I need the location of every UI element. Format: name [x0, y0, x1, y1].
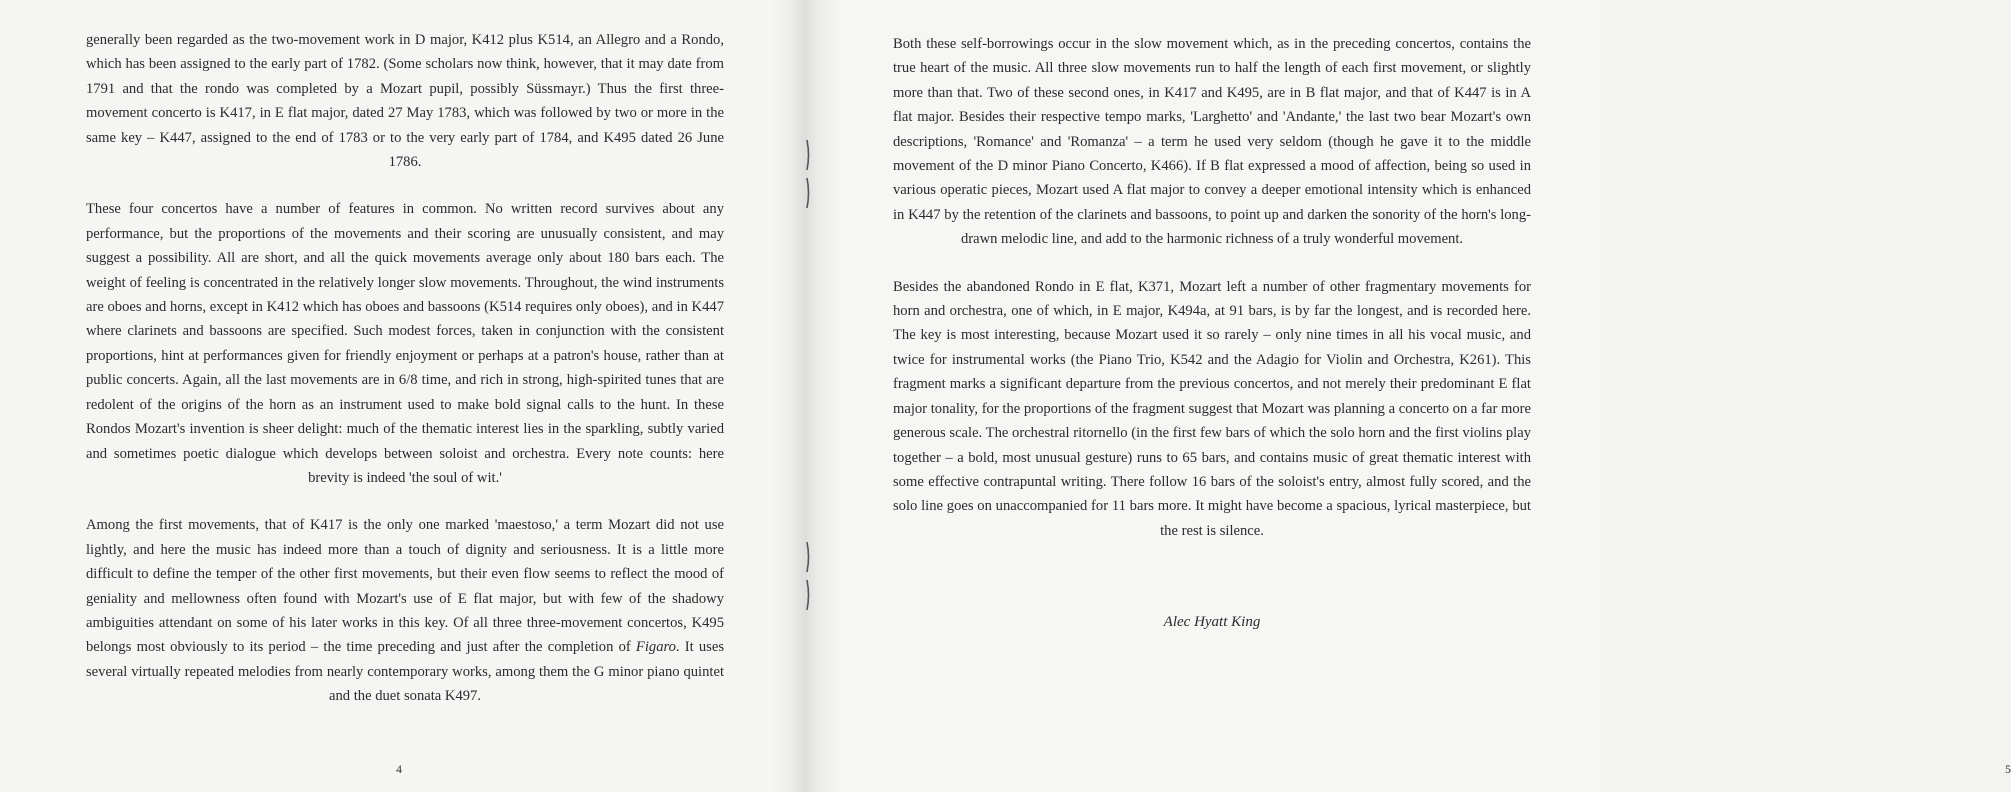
- right-paragraph-1: Both these self-borrowings occur in the slow movement which, as in the preceding concertos, contains the true heart of the music. All three slow movements run to half the length of each first movement, or slightly more than that. Two of these second ones, in K417 and K495, are in B flat major, and that of K447 is in A flat major. Besides their respective tempo marks, 'Larghetto' and 'Andante,' the last two bear Mozart's own descriptions, 'Romance' and 'Romanza' – a term he used very seldom (though he gave it to the middle movement of the D minor Piano Concerto, K466). If B flat expressed a mood of affection, being so used in various operatic pieces, Mozart used A flat major to convey a deeper emotional intensity which is enhanced in K447 by the retention of the clarinets and bassoons, to point up and darken the sonority of the horn's long-drawn melodic line, and add to the harmonic richness of a truly wonderful movement.: [893, 36, 1531, 248]
- binding-gutter: [770, 0, 840, 792]
- left-paragraph-3-part-1: Among the first movements, that of K417 is the only one marked 'maestoso,' a term Mozart did not use lightly, and here the music has indeed more than a touch of dignity and seriousness. It is a little more difficult to define the temper of the other first movements, but their even flow seems to reflect the mood of geniality and mellowness often found with Mozart's use of E flat major, but with few of the shadowy ambiguities attendant on some of his later works in this key. Of all three three-movement concertos, K495 belongs most obviously to its period – the time preceding and just after the completion of: [86, 517, 724, 656]
- page-number-left: 4: [396, 762, 402, 776]
- staple-bottom-icon: [803, 540, 811, 612]
- figaro-title: Figaro: [635, 639, 676, 656]
- left-page-text: [86, 28, 724, 732]
- left-page: [0, 0, 800, 792]
- right-paragraph-2: Besides the abandoned Rondo in E flat, K371, Mozart left a number of other fragmentary movements for horn and orchestra, one of which, in E major, K494a, at 91 bars, is by far the longest, and is recorded here. The key is most interesting, because Mozart used it so rarely – only nine times in all his vocal music, and twice for instrumental works (the Piano Trio, K542 and the Adagio for Violin and Orchestra, K261). This fragment marks a significant departure from the previous concertos, and not merely their predominant E flat major tonality, for the proportions of the fragment suggest that Mozart was planning a concerto on a far more generous scale. The orchestral ritornello (in the first few bars of which the solo horn and the first violins play together – a bold, most unusual gesture) runs to 65 bars, and contains music of great thematic interest with some effective contrapuntal writing. There follow 16 bars of the soloist's entry, almost fully scored, and the solo line goes on unaccompanied for 11 bars more. It might have become a spacious, lyrical masterpiece, but the rest is silence.: [893, 278, 1531, 539]
- left-paragraph-3: [86, 513, 724, 708]
- staple-top-icon: [803, 138, 811, 210]
- author-signature: Alec Hyatt King: [1163, 614, 1261, 630]
- left-paragraph-1: generally been regarded as the two-movement work in D major, K412 plus K514, an Allegro and a Rondo, which has been assigned to the early part of 1782. (Some scholars now think, however, that it may date from 1791 and that the rondo was completed by a Mozart pupil, possibly Süssmayr.) Thus the first three-movement concerto is K417, in E flat major, dated 27 May 1783, which was followed by two or more in the same key – K447, assigned to the end of 1783 or to the very early part of 1784, and K495 dated 26 June 1786.: [86, 32, 724, 171]
- right-page-text: [893, 32, 1531, 566]
- page-number-right: 5: [2005, 762, 2011, 776]
- left-paragraph-2: These four concertos have a number of features in common. No written record survives about any performance, but the proportions of the movements and their scoring are unusually consistent, and may suggest a possibility. All are short, and all the quick movements average only about 180 bars each. The weight of feeling is concentrated in the relatively longer slow movements. Throughout, the wind instruments are oboes and horns, except in K412 which has oboes and bassoons (K514 requires only oboes), and in K447 where clarinets and bassoons are specified. Such modest forces, taken in conjunction with the consistent proportions, hint at performances given for friendly enjoyment or perhaps at a patron's house, rather than at public concerts. Again, all the last movements are in 6/8 time, and rich in strong, high-spirited tunes that are redolent of the origins of the horn as an instrument used to make bold signal calls to the hunt. In these Rondos Mozart's invention is sheer delight: much of the thematic interest lies in the sparkling, subtly varied and sometimes poetic dialogue which develops between soloist and orchestra. Every note counts: here brevity is indeed 'the soul of wit.': [86, 201, 724, 486]
- left-paragraph-3-part-2: . It uses several virtually repeated melodies from nearly contemporary works, among them the G minor piano quintet and the duet sonata K497.: [86, 639, 724, 705]
